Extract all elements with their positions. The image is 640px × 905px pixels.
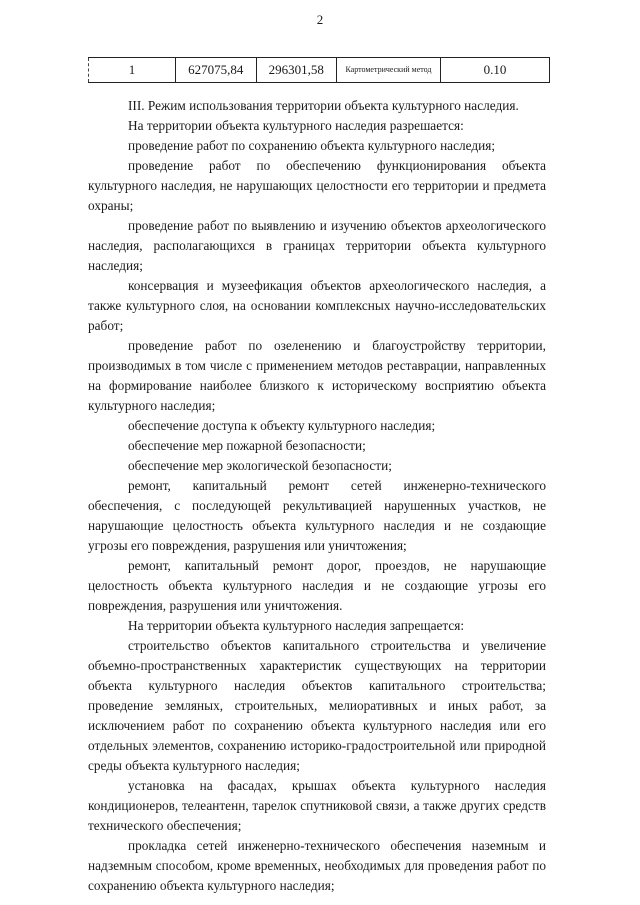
paragraph: проведение работ по выявлению и изучению объектов археологического наследия, располагающихся в границах территории объекта культурного наследия; [88,218,546,273]
table-cell-x: 627075,84 [176,58,256,83]
paragraph: ремонт, капитальный ремонт дорог, проездов, не нарушающие целостность объекта культурного наследия и не создающие угрозы его повреждения, разрушения или уничтожения. [88,558,546,613]
paragraph: проведение работ по озеленению и благоустройству территории, производимых в том числе с применением методов реставрации, направленных на формирование наиболее близкого к историческому восприятию объекта культурного наследия; [88,338,546,413]
paragraph: консервация и музеефикация объектов археологического наследия, а также культурного слоя, на основании комплексных научно-исследовательских работ; [88,278,546,333]
body-text [88,96,546,896]
table-cell-y: 296301,58 [256,58,336,83]
section-heading: III. Режим использования территории объекта культурного наследия. [128,98,519,113]
paragraph: На территории объекта культурного наследия запрещается: [128,618,465,633]
paragraph: ремонт, капитальный ремонт сетей инженерно-технического обеспечения, с последующей рекультивацией нарушенных участков, не нарушающие целостность объекта культурного наследия и не создающие угрозы его повреждения, разрушения или уничтожения; [88,478,546,553]
paragraph: прокладка сетей инженерно-технического обеспечения наземным и надземным способом, кроме временных, необходимых для проведения работ по сохранению объекта культурного наследия; [88,838,546,893]
coordinates-table [88,57,550,83]
page-number: 2 [316,12,324,27]
paragraph: обеспечение доступа к объекту культурного наследия; [128,418,436,433]
paragraph: обеспечение мер экологической безопасности; [128,458,392,473]
table-cell-method: Картометрический метод [336,58,440,83]
table-cell-point-number: 1 [89,58,176,83]
table-cell-accuracy: 0.10 [441,58,550,83]
paragraph: проведение работ по обеспечению функционирования объекта культурного наследия, не нарушающих целостности его территории и предмета охраны; [88,158,546,213]
table-row [89,58,550,83]
paragraph: строительство объектов капитального строительства и увеличение объемно-пространственных характеристик существующих на территории объекта культурного наследия объектов капитального строительства; проведение земляных, строительных, мелиоративных и иных работ, за исключением работ по сохранению объекта культурного наследия или его отдельных элементов, сохранению историко-градостроительной или природной среды объекта культурного наследия; [88,638,546,773]
paragraph: На территории объекта культурного наследия разрешается: [128,118,464,133]
paragraph: проведение работ по сохранению объекта культурного наследия; [128,138,496,153]
paragraph: обеспечение мер пожарной безопасности; [128,438,366,453]
paragraph: установка на фасадах, крышах объекта культурного наследия кондиционеров, телеантенн, тарелок спутниковой связи, а также других средств технического обеспечения; [88,778,546,833]
